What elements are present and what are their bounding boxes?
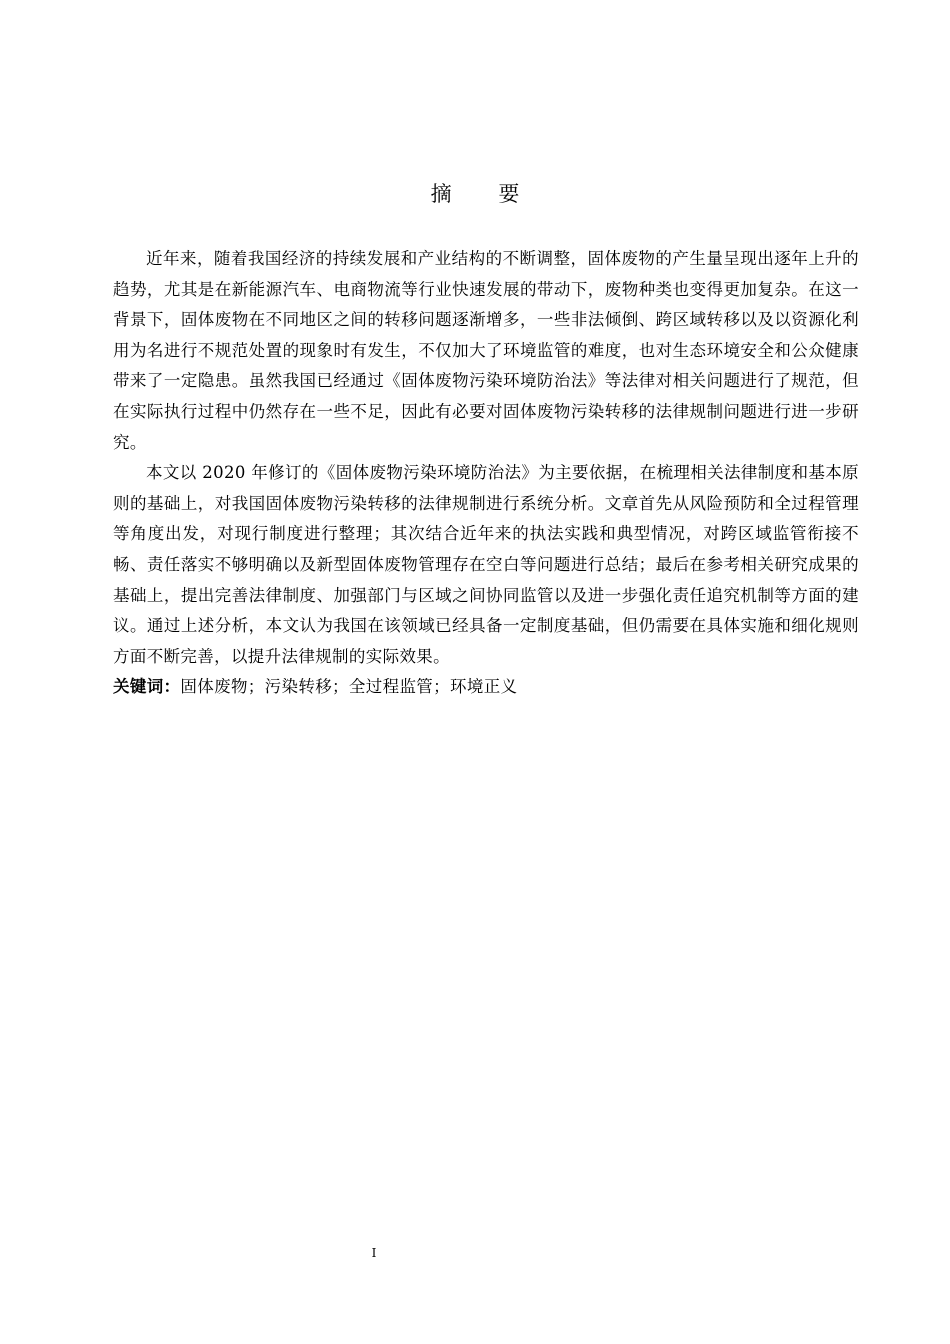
abstract-body (113, 244, 859, 703)
page-number: I (371, 1246, 377, 1260)
keywords-label: 关键词： (113, 677, 181, 697)
abstract-paragraph-1: 近年来，随着我国经济的持续发展和产业结构的不断调整，固体废物的产生量呈现出逐年上升的趋势，尤其是在新能源汽车、电商物流等行业快速发展的带动下，废物种类也变得更加复杂。在这一背景下，固体废物在不同地区之间的转移问题逐渐增多，一些非法倾倒、跨区域转移以及以资源化利用为名进行不规范处置的现象时有发生，不仅加大了环境监管的难度，也对生态环境安全和公众健康带来了一定隐患。虽然我国已经通过《固体废物污染环境防治法》等法律对相关问题进行了规范，但在实际执行过程中仍然存在一些不足，因此有必要对固体废物污染转移的法律规制问题进行进一步研究。 (113, 249, 859, 452)
keywords-line (113, 672, 859, 703)
abstract-paragraph-2: 本文以 2020 年修订的《固体废物污染环境防治法》为主要依据，在梳理相关法律制度和基本原则的基础上，对我国固体废物污染转移的法律规制进行系统分析。文章首先从风险预防和全过程管理等角度出发，对现行制度进行整理；其次结合近年来的执法实践和典型情况，对跨区域监管衔接不畅、责任落实不够明确以及新型固体废物管理存在空白等问题进行总结；最后在参考相关研究成果的基础上，提出完善法律制度、加强部门与区域之间协同监管以及进一步强化责任追究机制等方面的建议。通过上述分析，本文认为我国在该领域已经具备一定制度基础，但仍需要在具体实施和细化规则方面不断完善，以提升法律规制的实际效果。 (113, 463, 859, 666)
abstract-title: 摘 要 (430, 182, 540, 206)
keywords-value: 固体废物；污染转移；全过程监管；环境正义 (180, 677, 518, 697)
